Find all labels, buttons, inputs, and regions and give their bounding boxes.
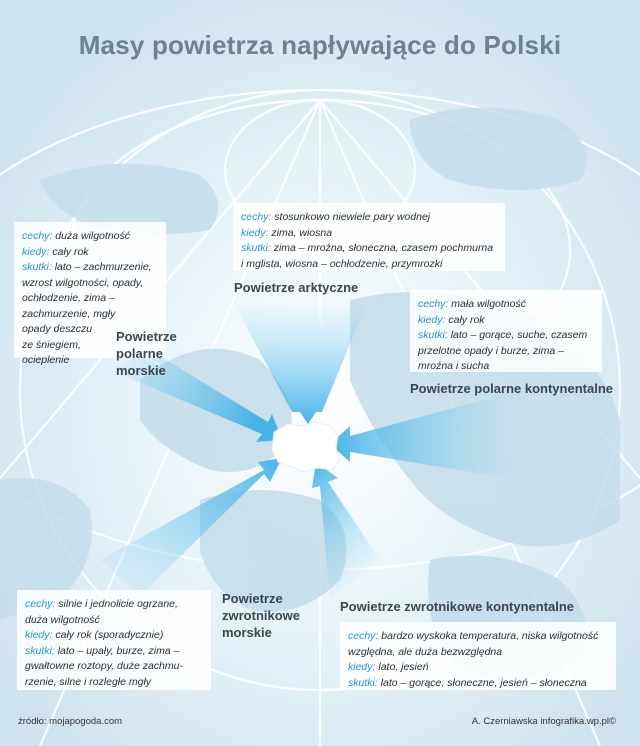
cechy-key: cechy: [241,211,272,223]
label-line: zwrotnikowe [222,608,301,623]
cechy-value: duża wilgotność [55,230,130,242]
skutki-key: skutki: [418,329,448,341]
label-tropical-continental: Powietrze zwrotnikowe kontynentalne [340,599,575,614]
skutki-key: skutki: [25,644,55,657]
cechy-key: cechy: [25,598,56,610]
kiedy-value: cały rok [52,245,89,258]
cechy-key: cechy: [418,298,449,310]
kiedy-value: cały rok [448,313,485,326]
skutki-line: opady deszczu [22,323,93,335]
info-box-tropical-continental [340,622,616,690]
label-line: polarne [116,346,163,361]
label-arctic: Powietrze arktyczne [234,280,359,295]
cechy-value: duża wilgotność [25,613,100,626]
kiedy-key: kiedy: [418,313,446,326]
kiedy-value: cały rok (sporadycznie) [55,629,164,641]
source-note: źródło: mojapogoda.com [18,716,123,727]
cechy-value: względna, ale duża bezwzględna [348,645,503,658]
label-polar-maritime [116,328,177,379]
skutki-line: lato – upały, burze, zima – [57,644,180,657]
skutki-key: skutki: [241,242,271,254]
skutki-line: przelotne opady i burze, zima – [418,344,564,357]
skutki-line: zachmurzenie, mgły [22,307,116,320]
label-line: morskie [222,625,272,640]
credit-note: A. Czerniawska infografika.wp.pl© [471,716,616,727]
skutki-line: mroźna i sucha [418,360,490,372]
cechy-key: cechy: [348,630,379,642]
skutki-line: i mglista, wiosna – ochłodzenie, przymrozki [241,257,443,270]
skutki-line: lato – zachmurzenie, [54,261,152,273]
skutki-line: ochłodzenie, zima – [22,292,115,304]
skutki-key: skutki: [348,676,378,689]
cechy-value: stosunkowo niewiele pary wodnej [274,211,431,223]
skutki-line: rzenie, silne i rozległe mgły [25,675,152,688]
skutki-value: lato – gorące, słoneczne, jesień – słoneczna [380,676,587,689]
label-line: Powietrze [222,591,283,606]
kiedy-value: lato, jesień [378,661,429,673]
cechy-key: cechy: [22,230,53,242]
cechy-value: bardzo wyskoka temperatura, niska wilgotność [381,630,599,642]
kiedy-key: kiedy: [25,629,53,641]
info-box-polar-continental [410,290,602,372]
skutki-line: gwałtowne roztopy, duże zachmu- [25,660,183,672]
label-tropical-maritime [222,590,300,641]
cechy-value: silnie i jednolicie ogrzane, [58,598,178,610]
label-line: morskie [116,363,166,378]
kiedy-value: zima, wiosna [271,226,333,239]
skutki-line: zima – mroźna, słoneczna, czasem pochmurna [273,242,494,254]
skutki-line: ocieplenie [22,354,70,366]
skutki-line: ze śniegiem, [22,338,81,351]
info-box-tropical-maritime [17,590,211,690]
cechy-value: mała wilgotność [451,298,526,310]
kiedy-key: kiedy: [22,245,50,258]
kiedy-key: kiedy: [241,226,269,239]
skutki-line: wzrost wilgotności, opady, [22,276,144,289]
page-title: Masy powietrza napływające do Polski [78,30,562,60]
label-polar-continental: Powietrze polarne kontynentalne [410,381,613,396]
skutki-line: lato – gorące, suche, czasem [450,329,588,341]
label-line: Powietrze [116,329,177,344]
info-box-arctic [233,203,505,271]
kiedy-key: kiedy: [348,661,376,673]
skutki-key: skutki: [22,261,52,273]
